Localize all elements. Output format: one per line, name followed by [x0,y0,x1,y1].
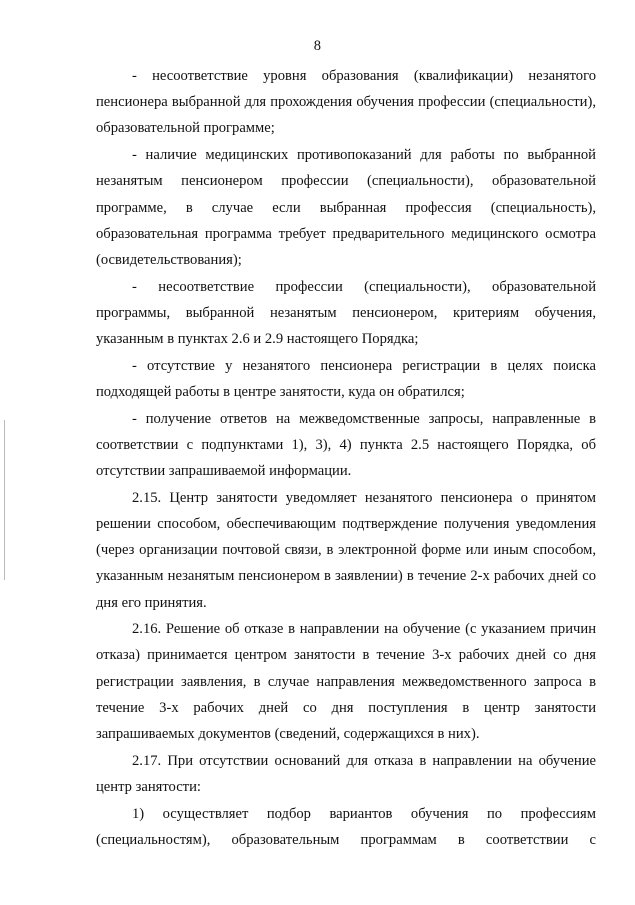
scan-edge-mark [4,420,5,580]
paragraph-interagency-responses: - получение ответов на межведомственные запросы, направленные в соответствии с подпунктами 1), 3), 4) пункта 2.5 настоящего Порядка, об отсутствии запрашиваемой информации. [96,410,596,480]
page-number: 8 [313,38,322,54]
paragraph-no-registration: - отсутствие у незанятого пенсионера регистрации в целях поиска подходящей работы в центре занятости, куда он обратился; [96,357,596,400]
paragraph-2-15: 2.15. Центр занятости уведомляет незанятого пенсионера о принятом решении способом, обеспечивающим подтверждение получения уведомления (через организации почтовой связи, в электронной форме или иным способом, указанным незанятым пенсионером в заявлении) в течение 2-х рабочих дней со дня его принятия. [96,489,596,611]
document-body [96,63,596,853]
paragraph-2-16: 2.16. Решение об отказе в направлении на обучение (с указанием причин отказа) принимается центром занятости в течение 3-х рабочих дней со дня регистрации заявления, в случае направления межведомственного запроса в течение 3-х рабочих дней со дня поступления в центр занятости запрашиваемых документов (сведений, содержащихся в них). [96,621,596,743]
paragraph-criteria-mismatch: - несоответствие профессии (специальности), образовательной программы, выбранной незанятым пенсионером, критериям обучения, указанным в пунктах 2.6 и 2.9 настоящего Порядка; [96,278,596,348]
paragraph-2-17-item-1: 1) осуществляет подбор вариантов обучения по профессиям (специальностям), образовательным программам в соответствии с [96,805,596,848]
paragraph-medical-contraindications: - наличие медицинских противопоказаний для работы по выбранной незанятым пенсионером профессии (специальности), образовательной программе, в случае если выбранная профессия (специальность), образовательная программа требует предварительного медицинского осмотра (освидетельствования); [96,147,596,268]
paragraph-2-17: 2.17. При отсутствии оснований для отказа в направлении на обучение центр занятости: [96,752,596,795]
paragraph-education-mismatch: - несоответствие уровня образования (квалификации) незанятого пенсионера выбранной для прохождения обучения профессии (специальности), образовательной программе; [96,68,596,137]
